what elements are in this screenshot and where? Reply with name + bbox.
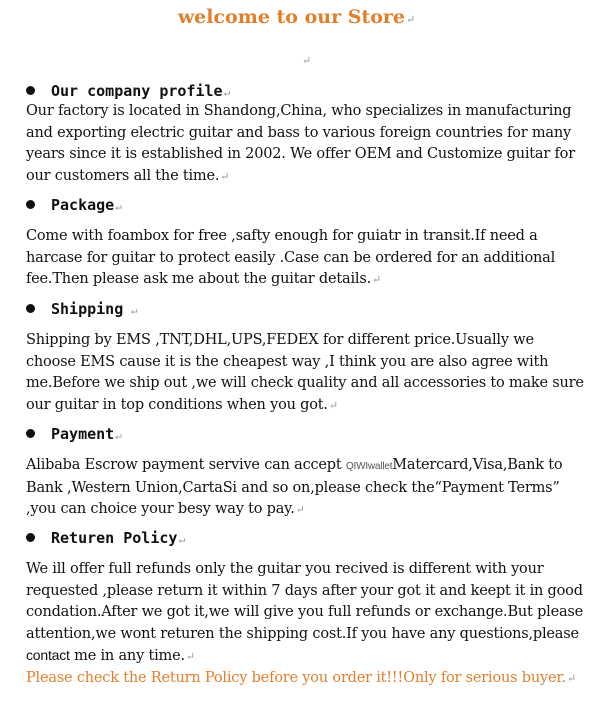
store-title: [0, 6, 593, 28]
paragraph-mark-icon: ↵: [405, 13, 416, 26]
store-title-text: welcome to our Store: [177, 6, 405, 28]
heading-text: Package: [51, 196, 115, 214]
paragraph-text: Shipping by EMS ,TNT,DHL,UPS,FEDEX for different price.Usually we choose EMS cause it is the cheapest way ,I think you are also agree with me.Before we ship out ,we will check quality and all accessories to make sure our guitar in top conditions when you got.: [26, 332, 584, 413]
bullet-icon: [26, 304, 35, 313]
paragraph-mark-icon: ↵: [566, 671, 576, 685]
heading-text: Our company profile: [51, 82, 223, 100]
paragraph-mark-icon: ↵: [372, 273, 382, 286]
paragraph-text: We ill offer full refunds only the guitar you recived is different with your requested ,please return it within 7 days after your got it and keept it in good condation.After we got it,we will give you full refunds or exchange.But please attention,we wont returen the shipping cost.If you have any questions,please: [26, 561, 584, 642]
paragraph-mark-icon: ↵: [124, 304, 138, 317]
paragraph-mark-icon: ↵: [220, 169, 230, 183]
company-profile-text: [26, 101, 586, 187]
heading-text: Payment: [51, 425, 115, 443]
heading-shipping: [26, 300, 138, 318]
paragraph-mark-icon: ↵: [115, 429, 122, 442]
paragraph-text: Alibaba Escrow payment servive can accept: [26, 457, 346, 473]
heading-text: Shipping: [51, 300, 124, 318]
heading-text: Returen Policy: [51, 529, 178, 547]
paragraph-mark-icon: ↵: [115, 200, 122, 213]
bullet-icon: [26, 533, 35, 542]
paragraph-mark-icon: ↵: [295, 503, 305, 516]
paragraph-text: Our factory is located in Shandong,China, who specializes in manufacturing and exporting electric guitar and bass to various foreign countries for many years since it is established in 2002. We offer OEM and Customize guitar for our customers all the time.: [26, 103, 575, 184]
heading-return-policy: [26, 529, 185, 547]
payment-text: [26, 455, 586, 521]
heading-payment: [26, 425, 122, 443]
bullet-icon: [26, 86, 35, 95]
heading-company-profile: [26, 82, 230, 100]
paragraph-mark-icon: ↵: [302, 54, 312, 67]
paragraph-mark-icon: ↵: [185, 650, 195, 663]
return-policy-text: [26, 559, 586, 689]
paragraph-mark-icon: ↵: [328, 398, 338, 412]
paragraph-mark-icon: ↵: [178, 533, 186, 546]
paragraph-text: me in any time.: [69, 648, 185, 664]
bullet-icon: [26, 200, 35, 209]
package-text: [26, 226, 586, 291]
bullet-icon: [26, 429, 35, 438]
contact-word: contact: [26, 647, 70, 663]
paragraph-text: Come with foambox for free ,safty enough for guiatr in transit.If need a harcase for guitar to protect easily .Case can be ordered for an additional fee.Then please ask me about the guitar details.: [26, 228, 556, 287]
paragraph-mark-icon: ↵: [223, 86, 231, 99]
footer-note: Please check the Return Policy before you order it!!!Only for serious buyer.: [26, 669, 566, 686]
qiwiwallet-text: QIWIwallet: [345, 461, 393, 472]
heading-package: [26, 196, 122, 214]
shipping-text: [26, 330, 586, 416]
paragraph-text: Matercard,Visa,Bank to Bank ,Western Union,CartaSi and so on,please check the“Payment Terms” ,you can choice your besy way to pay.: [26, 457, 563, 517]
